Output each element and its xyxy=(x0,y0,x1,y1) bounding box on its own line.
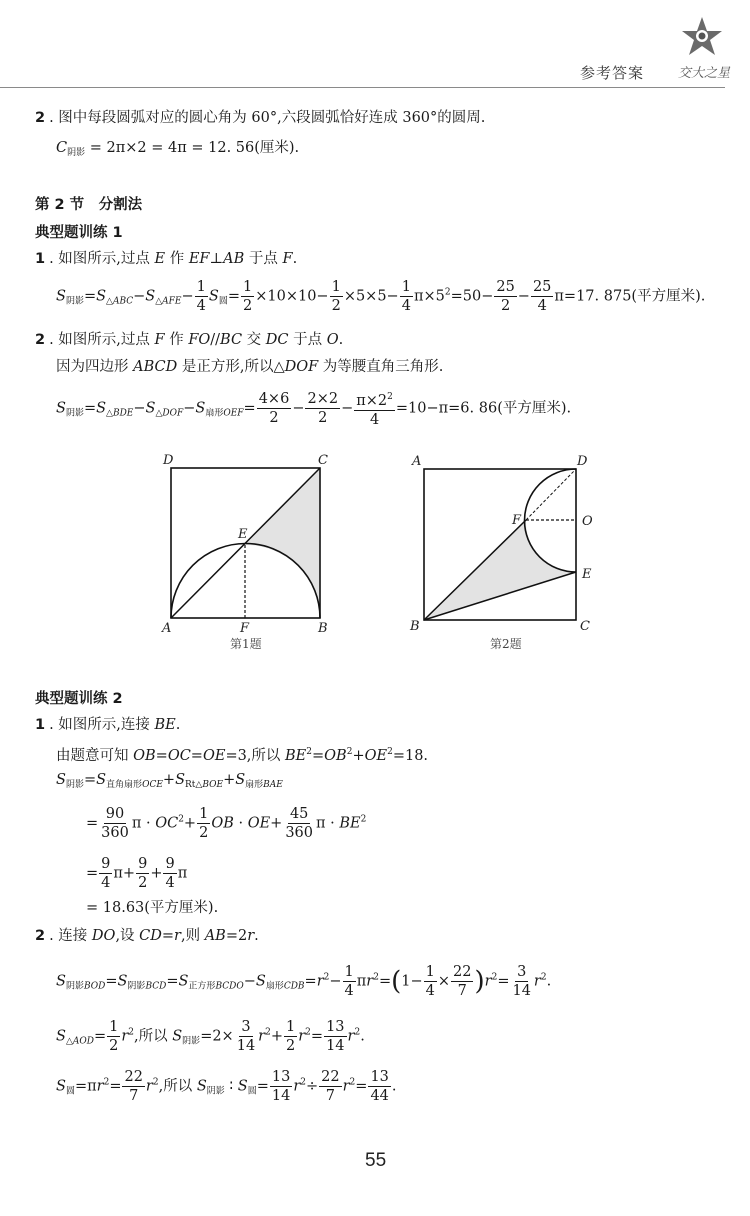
label-b: B xyxy=(318,621,328,636)
label-a: A xyxy=(162,621,172,636)
header-brand: 交大之星 xyxy=(678,66,731,81)
header-title: 参考答案 xyxy=(580,64,645,82)
label-e: E xyxy=(238,527,248,542)
item-number: 2 xyxy=(35,110,46,126)
t2-q2-f1: $S_{阴影BOD}=S_{阴影BCD}=S_{正方形BCDO}-S_{扇形CDB}=r^2-$ $\frac{1}{4}$ $\pi r^2=(1-$ $\frac{1}{4}$ × $\frac{22}{7}$ )$r^2=$ $\frac{3}{14}$ $r^2$. xyxy=(56,964,552,999)
label-c: C xyxy=(580,619,590,634)
prev-item-2 xyxy=(35,108,485,128)
t1-q2: 2 . 如图所示,过点 F 作 FO//BC 交 DC 于点 O. xyxy=(35,332,344,348)
t2-q2-f2: $S_{\triangle AOD}=$ $\frac{1}{2}$ $r^2$,所以 $S_{阴影}=2\times$ $\frac{3}{14}$ $r^2+$ $\frac{1}{2}$ $r^2=$ $\frac{13}{14}$ $r^2$. xyxy=(56,1019,365,1054)
label-e: E xyxy=(582,567,592,582)
label-a: A xyxy=(412,454,422,469)
shaded-region xyxy=(245,468,320,618)
training2-title: 典型题训练 2 xyxy=(35,691,123,707)
fig2-caption: 第2题 xyxy=(490,637,522,651)
item-number: 2 xyxy=(35,928,46,944)
training1-title: 典型题训练 1 xyxy=(35,225,123,241)
t2-q1: 1 . 如图所示,连接 BE. xyxy=(35,717,181,733)
figure-1 xyxy=(150,448,350,658)
label-f: F xyxy=(512,513,522,528)
prev-item-2-text: . 图中每段圆弧对应的圆心角为 60°,六段圆弧恰好连成 360°的圆周. xyxy=(49,110,486,126)
item-number: 1 xyxy=(35,251,46,267)
t1-q1-formula: $S_{阴影}=S_{\triangle ABC}-S_{\triangle AFE}-$ $\frac{1}{4}$ $S_圆=$ $\frac{1}{2}$ ×10×10− $\frac{1}{2}$ ×5×5− $\frac{1}{4}$ $\pi\times 5^2=50-$ $\frac{25}{2}$ − $\frac{25}{4}$ π=17. 875(平方厘米). xyxy=(56,279,706,314)
t2-q2: 2 . 连接 DO,设 CD=r,则 AB=2r. xyxy=(35,928,259,944)
t2-q1-f1: $S_{阴影}=S_{直角扇形OCE}+S_{Rt\triangle BOE}+S_{扇形BAE}$ xyxy=(56,772,283,790)
t1-q1: 1 . 如图所示,过点 E 作 EF⊥AB 于点 F. xyxy=(35,251,298,267)
prev-item-2-formula: $C_{阴影} = 2\pi\times 2 = 4\pi = 12$. 56(厘米). xyxy=(56,140,300,158)
segment-fd xyxy=(526,469,576,520)
section-title: 第 2 节 分割法 xyxy=(35,197,143,213)
label-d: D xyxy=(163,453,174,468)
t2-q1-text2: 由题意可知 OB=OC=OE=3,所以 $BE^2=OB^2+OE^2=18$. xyxy=(56,747,429,764)
figure-2 xyxy=(400,448,610,658)
item-number: 2 xyxy=(35,332,46,348)
label-c: C xyxy=(318,453,328,468)
item-number: 1 xyxy=(35,717,46,733)
t2-q1-f3: = $\frac{9}{4}$ π+ $\frac{9}{2}$ + $\frac{9}{4}$ π xyxy=(86,856,188,891)
label-b: B xyxy=(410,619,420,634)
t2-q1-f2: = $\frac{90}{360}$ $\pi \cdot OC^2+$ $\frac{1}{2}$ OB · OE+ $\frac{45}{360}$ $\pi \cdot BE^2$ xyxy=(86,806,367,841)
fig1-caption: 第1题 xyxy=(230,637,262,651)
t2-q1-f4: = 18.63(平方厘米). xyxy=(86,900,219,916)
label-f: F xyxy=(240,621,250,636)
label-o: O xyxy=(582,514,593,529)
label-d: D xyxy=(577,454,588,469)
shaded-region xyxy=(424,520,576,620)
star-eye-icon xyxy=(680,15,724,59)
t1-q2-text2: 因为四边形 ABCD 是正方形,所以△DOF 为等腰直角三角形. xyxy=(56,359,444,375)
t1-q2-formula: $S_{阴影}=S_{\triangle BDE}-S_{\triangle DOF}-S_{扇形OEF}=$ $\frac{4\times 6}{2}$ − $\frac{2\times 2}{2}$ − $\frac{\pi\times 2^2}{4}$ =10−π=6. 86(平方厘米). xyxy=(56,388,571,429)
page-number: 55 xyxy=(365,1150,387,1171)
t2-q2-f3: $S_圆=\pi r^2=$ $\frac{22}{7}$ $r^2$,所以 $S_{阴影}$ ∶ $S_圆=$ $\frac{13}{14}$ $r^2\div$ $\frac{22}{7}$ $r^2=$ $\frac{13}{44}$ . xyxy=(56,1069,397,1104)
header-rule xyxy=(0,87,725,88)
